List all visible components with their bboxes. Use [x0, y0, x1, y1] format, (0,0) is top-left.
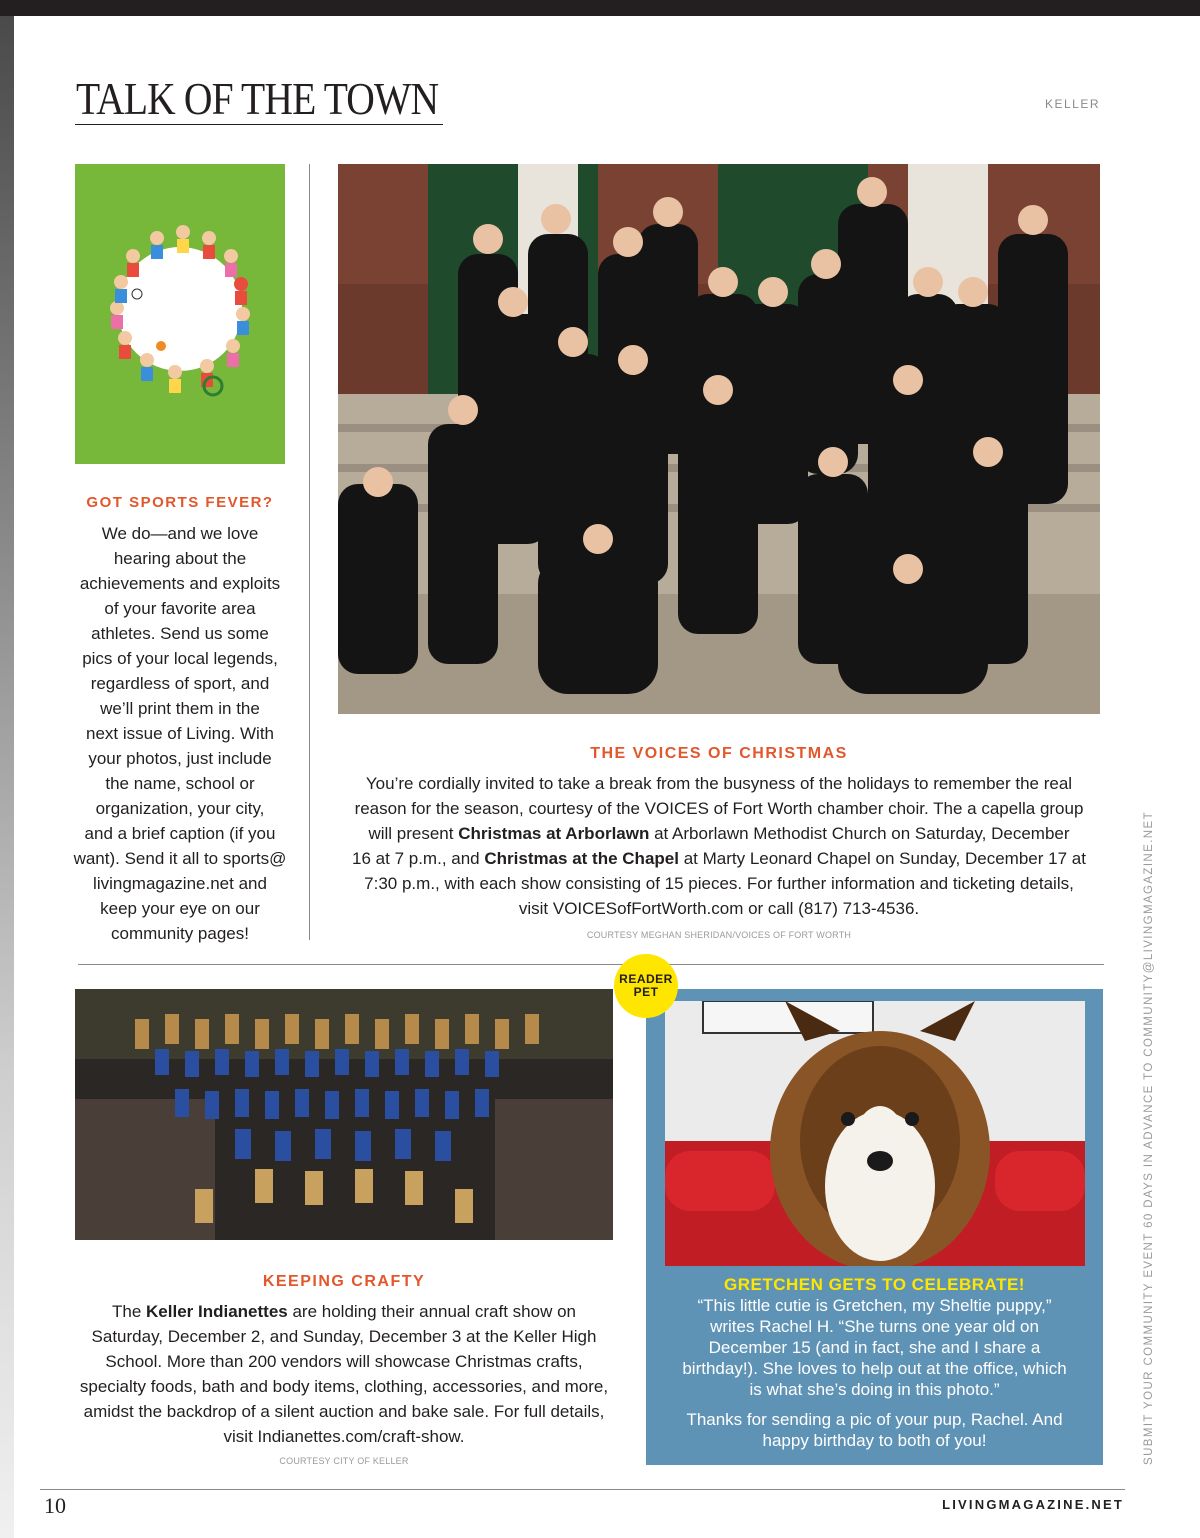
voices-line [336, 821, 1102, 846]
crafty-line: amidst the backdrop of a silent auction and bake sale. For full details, [83, 1402, 605, 1421]
event-name-arborlawn: Christmas at Arborlawn [458, 824, 650, 843]
voices-text: 16 at 7 p.m., and [352, 849, 485, 868]
sports-body [72, 521, 288, 946]
crafty-line: Saturday, December 2, and Sunday, December 3 at the Keller High [91, 1327, 597, 1346]
crafty-line: specialty foods, bath and body items, clothing, accessories, and more, [79, 1377, 609, 1396]
voices-line: visit VOICESofFortWorth.com or call (817) 713-4536. [518, 899, 920, 918]
pet-thanks-line: happy birthday to both of you! [762, 1431, 987, 1450]
dance-team-group-photo [75, 989, 613, 1240]
title-underline [75, 124, 443, 125]
submission-note: SUBMIT YOUR COMMUNITY EVENT 60 DAYS IN ADVANCE TO COMMUNITY@LIVINGMAGAZINE.NET [1143, 810, 1155, 1465]
pet-line: is what she’s doing in this photo.” [749, 1380, 1000, 1399]
voices-line: reason for the season, courtesy of the VOICES of Fort Worth chamber choir. The a capella group [354, 799, 1084, 818]
pet-body [662, 1295, 1087, 1400]
crafty-text: The [112, 1302, 147, 1321]
sports-line: achievements and exploits [79, 574, 281, 593]
sports-line: community pages! [111, 924, 249, 943]
crafty-line: visit Indianettes.com/craft-show. [223, 1427, 465, 1446]
crafty-text: are holding their annual craft show on [287, 1302, 576, 1321]
site-link[interactable]: LIVINGMAGAZINE.NET [942, 1497, 1124, 1512]
voices-text: will present [368, 824, 459, 843]
column-divider [309, 164, 310, 940]
crafty-heading: KEEPING CRAFTY [262, 1273, 426, 1290]
voices-line: You’re cordially invited to take a break from the busyness of the holidays to remember the real [365, 774, 1073, 793]
sports-line: keep your eye on our [100, 899, 260, 918]
pet-line: “This little cutie is Gretchen, my Sheltie puppy,” [697, 1296, 1052, 1315]
page-edge-shadow [0, 16, 14, 1538]
sports-line: regardless of sport, and [90, 674, 270, 693]
sports-line: we’ll print them in the [100, 699, 260, 718]
event-name-chapel: Christmas at the Chapel [484, 849, 679, 868]
pet-line: writes Rachel H. “She turns one year old on [710, 1317, 1039, 1336]
sports-line: next issue of Living. With [85, 724, 275, 743]
sports-line: pics of your local legends, [82, 649, 278, 668]
crafty-body [73, 1299, 615, 1449]
voices-line: 7:30 p.m., with each show consisting of 15 pieces. For further information and ticketing details, [364, 874, 1074, 893]
voices-line [336, 846, 1102, 871]
pet-line: birthday!). She loves to help out at the office, which [682, 1359, 1067, 1378]
pet-heading: GRETCHEN GETS TO CELEBRATE! [724, 1275, 1025, 1294]
sports-line: and a brief caption (if you [84, 824, 276, 843]
pet-thanks-line: Thanks for sending a pic of your pup, Rachel. And [686, 1410, 1063, 1429]
pet-line: December 15 (and in fact, she and I share a [708, 1338, 1041, 1357]
group-name-indianettes: Keller Indianettes [146, 1302, 288, 1321]
footer-rule [40, 1489, 1125, 1490]
badge-line: READER [619, 972, 673, 986]
crafty-photo-credit: COURTESY CITY OF KELLER [279, 1456, 409, 1466]
sports-line: your photos, just include [88, 749, 272, 768]
sports-line: want). Send it all to sports@ [73, 849, 287, 868]
pet-thanks [662, 1409, 1087, 1451]
section-divider [78, 964, 1104, 965]
sheltie-puppy-photo [665, 1001, 1085, 1266]
voices-body [336, 771, 1102, 921]
sports-line: organization, your city, [95, 799, 265, 818]
crafty-line: School. More than 200 vendors will showcase Christmas crafts, [105, 1352, 583, 1371]
crafty-line [73, 1299, 615, 1324]
sports-line: athletes. Send us some [91, 624, 269, 643]
sports-line: We do—and we love [101, 524, 259, 543]
sports-line: hearing about the [113, 549, 247, 568]
city-tag: KELLER [1044, 97, 1100, 111]
reader-pet-badge [614, 954, 678, 1018]
sports-line: of your favorite area [104, 599, 256, 618]
sports-line: the name, school or [105, 774, 255, 793]
sports-line: livingmagazine.net and [93, 874, 267, 893]
sports-heading: GOT SPORTS FEVER? [86, 494, 274, 511]
section-title: TALK OF THE TOWN [76, 73, 439, 124]
voices-heading: THE VOICES OF CHRISTMAS [590, 745, 848, 762]
page-number: 10 [44, 1493, 66, 1518]
voices-text: at Arborlawn Methodist Church on Saturday, December [649, 824, 1070, 843]
choir-group-photo [338, 164, 1100, 714]
badge-line: PET [633, 985, 659, 999]
voices-photo-credit: COURTESY MEGHAN SHERIDAN/VOICES OF FORT WORTH [586, 930, 852, 940]
top-bar [0, 0, 1200, 16]
voices-text: at Marty Leonard Chapel on Sunday, December 17 at [678, 849, 1086, 868]
kids-sports-circle-illustration [75, 164, 285, 464]
